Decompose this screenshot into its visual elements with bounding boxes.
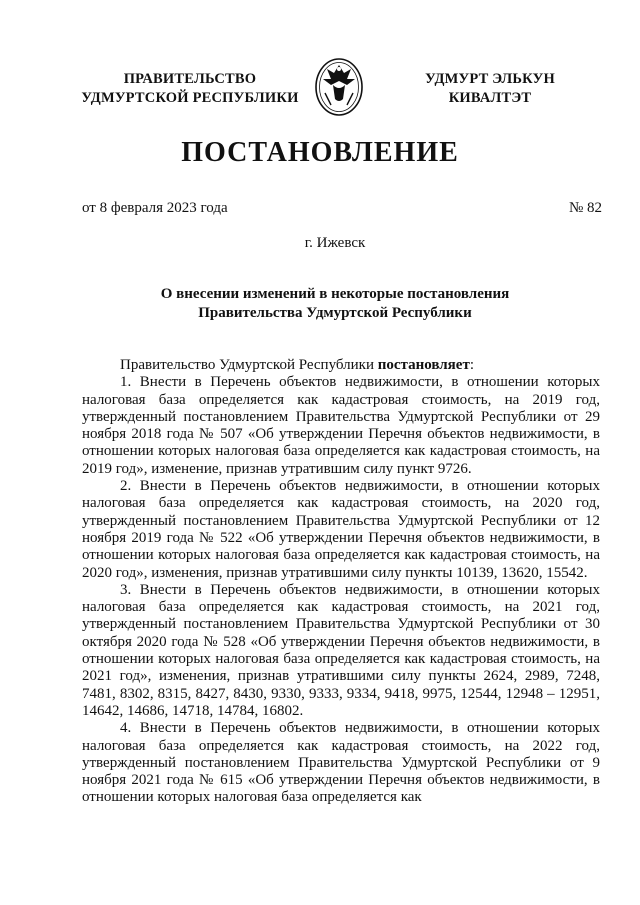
intro-paragraph [82, 357, 600, 374]
subject-line1: О внесении изменений в некоторые постановления [160, 286, 510, 302]
header-right-line1: УДМУРТ ЭЛЬКУН [425, 71, 555, 87]
intro-decree-word: постановляет [377, 357, 470, 373]
subject-line2: Правительства Удмуртской Республики [198, 305, 472, 321]
intro-suffix: : [469, 357, 474, 373]
paragraph-3: 3. Внести в Перечень объектов недвижимости, в отношении которых налоговая база определяется как кадастровая стоимость, на 2021 год, утвержденный постановлением Правительства Удмуртской Республики от 30 октября 2020 года № 528 «Об утверждении Перечня объектов недвижимости, в отношении которых налоговая база определяется как кадастровая стоимость, на 2021 год», изменения, признав утратившими силу пункты 2624, 2989, 7248, 7481, 8302, 8315, 8427, 8430, 9330, 9333, 9334, 9418, 9975, 12544, 12948 – 12951, 14642, 14686, 14718, 14784, 16802. [82, 581, 600, 719]
udmurt-coat-of-arms-icon [313, 55, 365, 117]
header-right-line2: КИВАЛТЭТ [448, 90, 532, 106]
header-left-org [70, 70, 310, 108]
paragraph-4: 4. Внести в Перечень объектов недвижимости, в отношении которых налоговая база определяется как кадастровая стоимость, на 2022 год, утвержденный постановлением Правительства Удмуртской Республики от 9 ноября 2021 года № 615 «Об утверждении Перечня объектов недвижимости, в отношении которых налоговая база определяется как [82, 720, 600, 806]
document-title: ПОСТАНОВЛЕНИЕ [181, 137, 459, 168]
document-subject [0, 285, 640, 323]
paragraph-1: 1. Внести в Перечень объектов недвижимости, в отношении которых налоговая база определяется как кадастровая стоимость, на 2019 год, утвержденный постановлением Правительства Удмуртской Республики от 29 ноября 2018 года № 507 «Об утверждении Перечня объектов недвижимости, в отношении которых налоговая база определяется как кадастровая стоимость, на 2019 год», изменение, признав утратившим силу пункт 9726. [82, 374, 600, 477]
document-number: № 82 [568, 200, 602, 216]
document-body [82, 357, 600, 807]
document-city: г. Ижевск [304, 235, 366, 251]
intro-prefix: Правительство Удмуртской Республики [120, 357, 378, 373]
header-left-line1: ПРАВИТЕЛЬСТВО [123, 71, 257, 87]
date-number-line [82, 200, 602, 217]
header-right-org [400, 70, 580, 108]
document-date: от 8 февраля 2023 года [82, 200, 228, 216]
header-left-line2: УДМУРТСКОЙ РЕСПУБЛИКИ [81, 90, 299, 106]
paragraph-2: 2. Внести в Перечень объектов недвижимости, в отношении которых налоговая база определяется как кадастровая стоимость, на 2020 год, утвержденный постановлением Правительства Удмуртской Республики от 12 ноября 2019 года № 522 «Об утверждении Перечня объектов недвижимости, в отношении которых налоговая база определяется как кадастровая стоимость, на 2020 год», изменения, признав утратившими силу пункты 10139, 13620, 15542. [82, 478, 600, 581]
